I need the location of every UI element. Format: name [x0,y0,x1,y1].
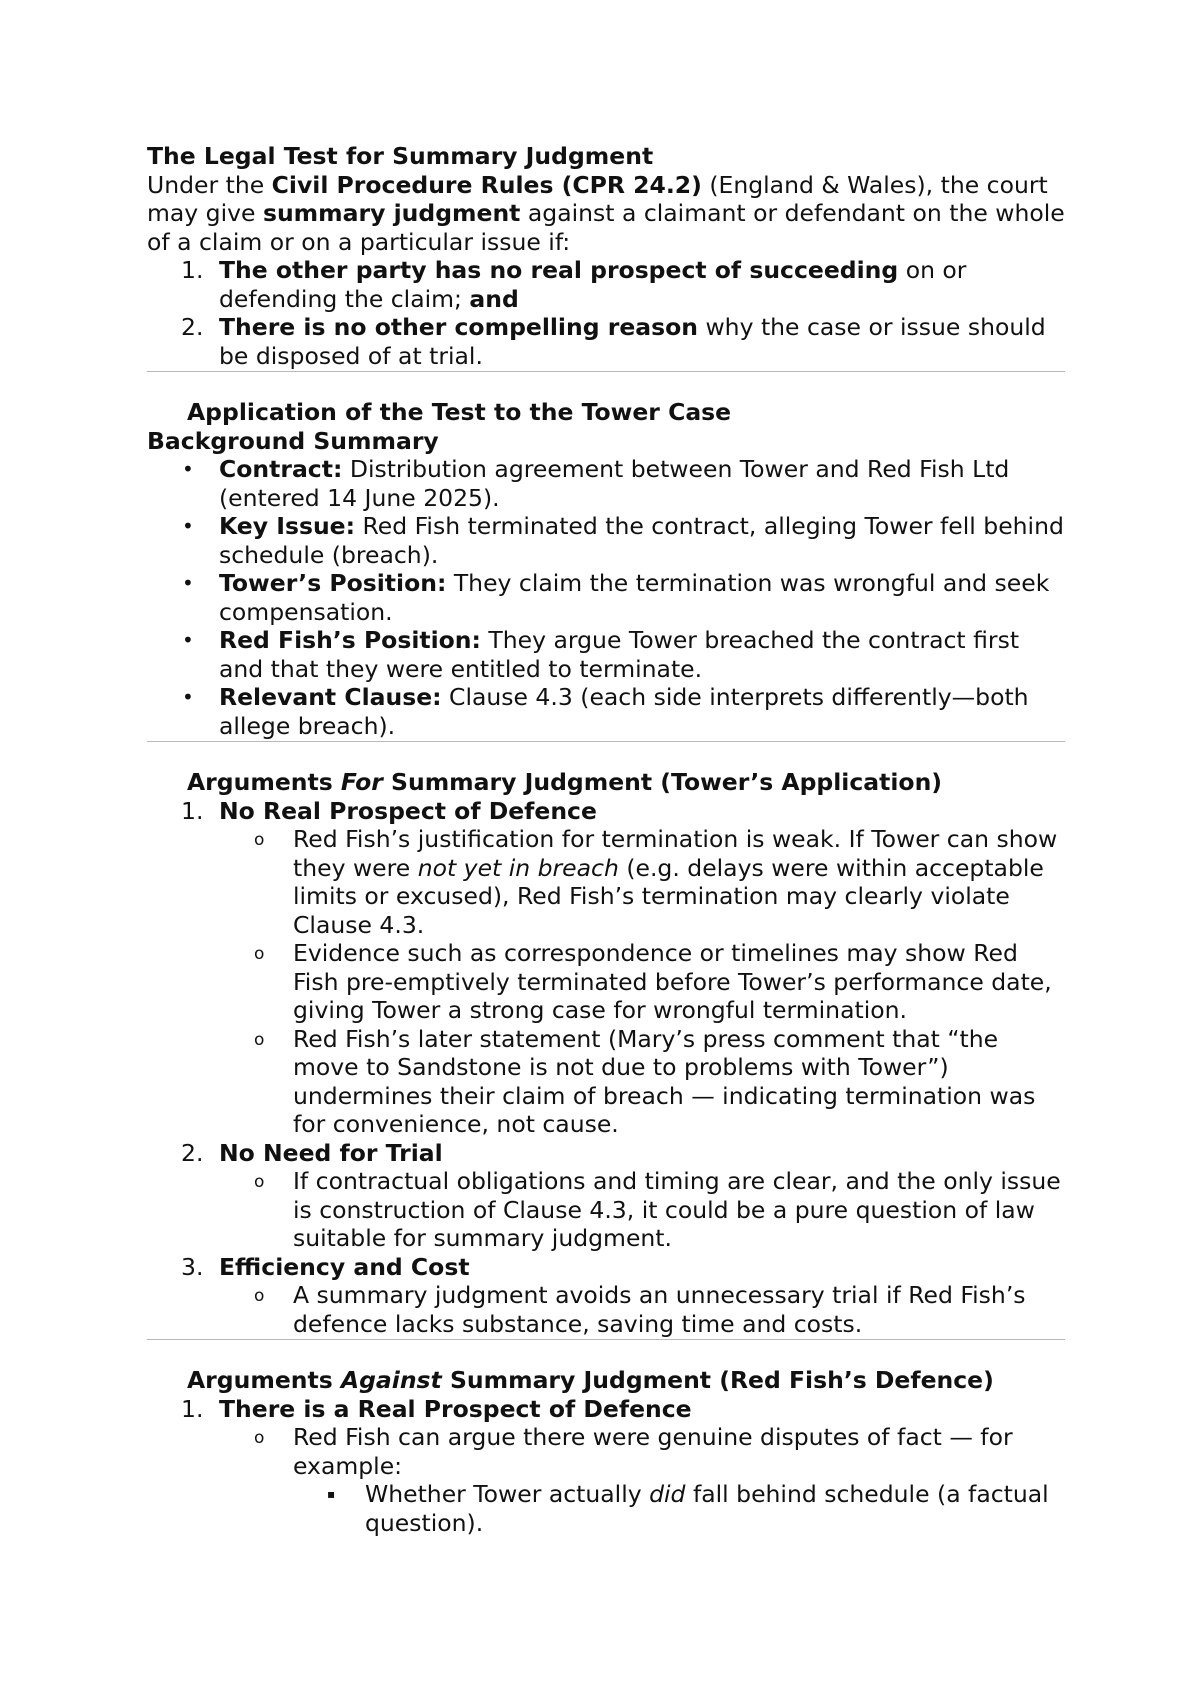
sub-list [219,825,1065,1139]
sub-list-item: o Red Fish can argue there were genuine disputes of fact — for example: ▪ Whether Tower actually did fall behind schedule (a factual question). [219,1423,1065,1537]
horizontal-divider [147,371,1065,372]
list-item: • Tower’s Position: They claim the termination was wrongful and seek compensation. [182,569,1050,626]
sub-list-item: o Evidence such as correspondence or timelines may show Red Fish pre-emptively terminated before Tower’s performance date, giving Tower a strong case for wrongful termination. [254,939,1052,1024]
horizontal-divider [147,1339,1065,1340]
section-title-application: Application of the Test to the Tower Case [187,398,732,426]
sub-sub-list-item: ▪ Whether Tower actually did fall behind schedule (a factual question). [327,1480,1049,1537]
list-item: 1. The other party has no real prospect of succeeding on or defending the claim; and [181,256,967,313]
list-item: • Contract: Distribution agreement between Tower and Red Fish Ltd (entered 14 June 2025). [182,455,1010,512]
sub-list-item: o Red Fish’s later statement (Mary’s press comment that “the move to Sandstone is not due to problems with Tower”) undermines their claim of breach — indicating termination was for convenience, not cause. [254,1024,1036,1138]
horizontal-divider [147,741,1065,742]
document-page [147,142,1065,1537]
section-title-arguments-against: Arguments Against Summary Judgment (Red Fish’s Defence) [187,1366,994,1394]
arguments-against-list [147,1395,1065,1538]
list-item: 2. There is no other compelling reason why the case or issue should be disposed of at trial. [181,313,1046,370]
sub-list [219,1423,1065,1537]
list-item: • Red Fish’s Position: They argue Tower breached the contract first and that they were entitled to terminate. [182,626,1020,683]
legal-test-conditions [147,256,1065,370]
sub-list-item: o A summary judgment avoids an unnecessary trial if Red Fish’s defence lacks substance, saving time and costs. [254,1281,1026,1338]
section-title-legal-test: The Legal Test for Summary Judgment [147,142,654,170]
list-item: • Relevant Clause: Clause 4.3 (each side interprets differently—both allege breach). [182,683,1029,740]
legal-test-intro: Under the Civil Procedure Rules (CPR 24.2) (England & Wales), the court may give summary judgment against a claimant or defendant on the whole of a claim or on a particular issue if: [147,170,1065,256]
sub-list [219,1281,1065,1338]
sub-list-item: o Red Fish’s justification for termination is weak. If Tower can show they were not yet in breach (e.g. delays were within acceptable limits or excused), Red Fish’s termination may clearly violate Clause 4.3. [254,825,1058,939]
list-item: 3. Efficiency and Cost o A summary judgment avoids an unnecessary trial if Red Fish’s defence lacks substance, saving time and costs. [147,1253,1065,1339]
list-item: 1. No Real Prospect of Defence o Red Fish’s justification for termination is weak. If Tower can show they were not yet in breach (e.g. delays were within acceptable limits or excused), Red Fish’s termination may clearly violate Clause 4.3. o Evidence such as correspondence or timelines may show Red Fish pre-emptively terminated before Tower’s performance date, giving Tower a strong case for wrongful termination. o Red Fish’s later statement (Mary’s press comment that “the move to Sandstone is not due to problems with Tower”) undermines their claim of breach — indicating termination was for convenience, not cause. [147,797,1065,1139]
background-summary-heading: Background Summary [147,426,439,455]
section-title-arguments-for: Arguments For Summary Judgment (Tower’s Application) [187,768,943,796]
arguments-for-list [147,797,1065,1339]
sub-list-item: o If contractual obligations and timing are clear, and the only issue is construction of Clause 4.3, it could be a pure question of law suitable for summary judgment. [254,1167,1061,1252]
list-item: 1. There is a Real Prospect of Defence o Red Fish can argue there were genuine disputes of fact — for example: ▪ Whether Tower actually did fall behind schedule (a factual question). [147,1395,1065,1538]
sub-list [219,1167,1065,1253]
list-item: • Key Issue: Red Fish terminated the contract, alleging Tower fell behind schedule (breach). [182,512,1064,569]
list-item: 2. No Need for Trial o If contractual obligations and timing are clear, and the only issue is construction of Clause 4.3, it could be a pure question of law suitable for summary judgment. [147,1139,1065,1253]
background-bullets [147,455,1065,740]
sub-sub-list [293,1480,1065,1537]
